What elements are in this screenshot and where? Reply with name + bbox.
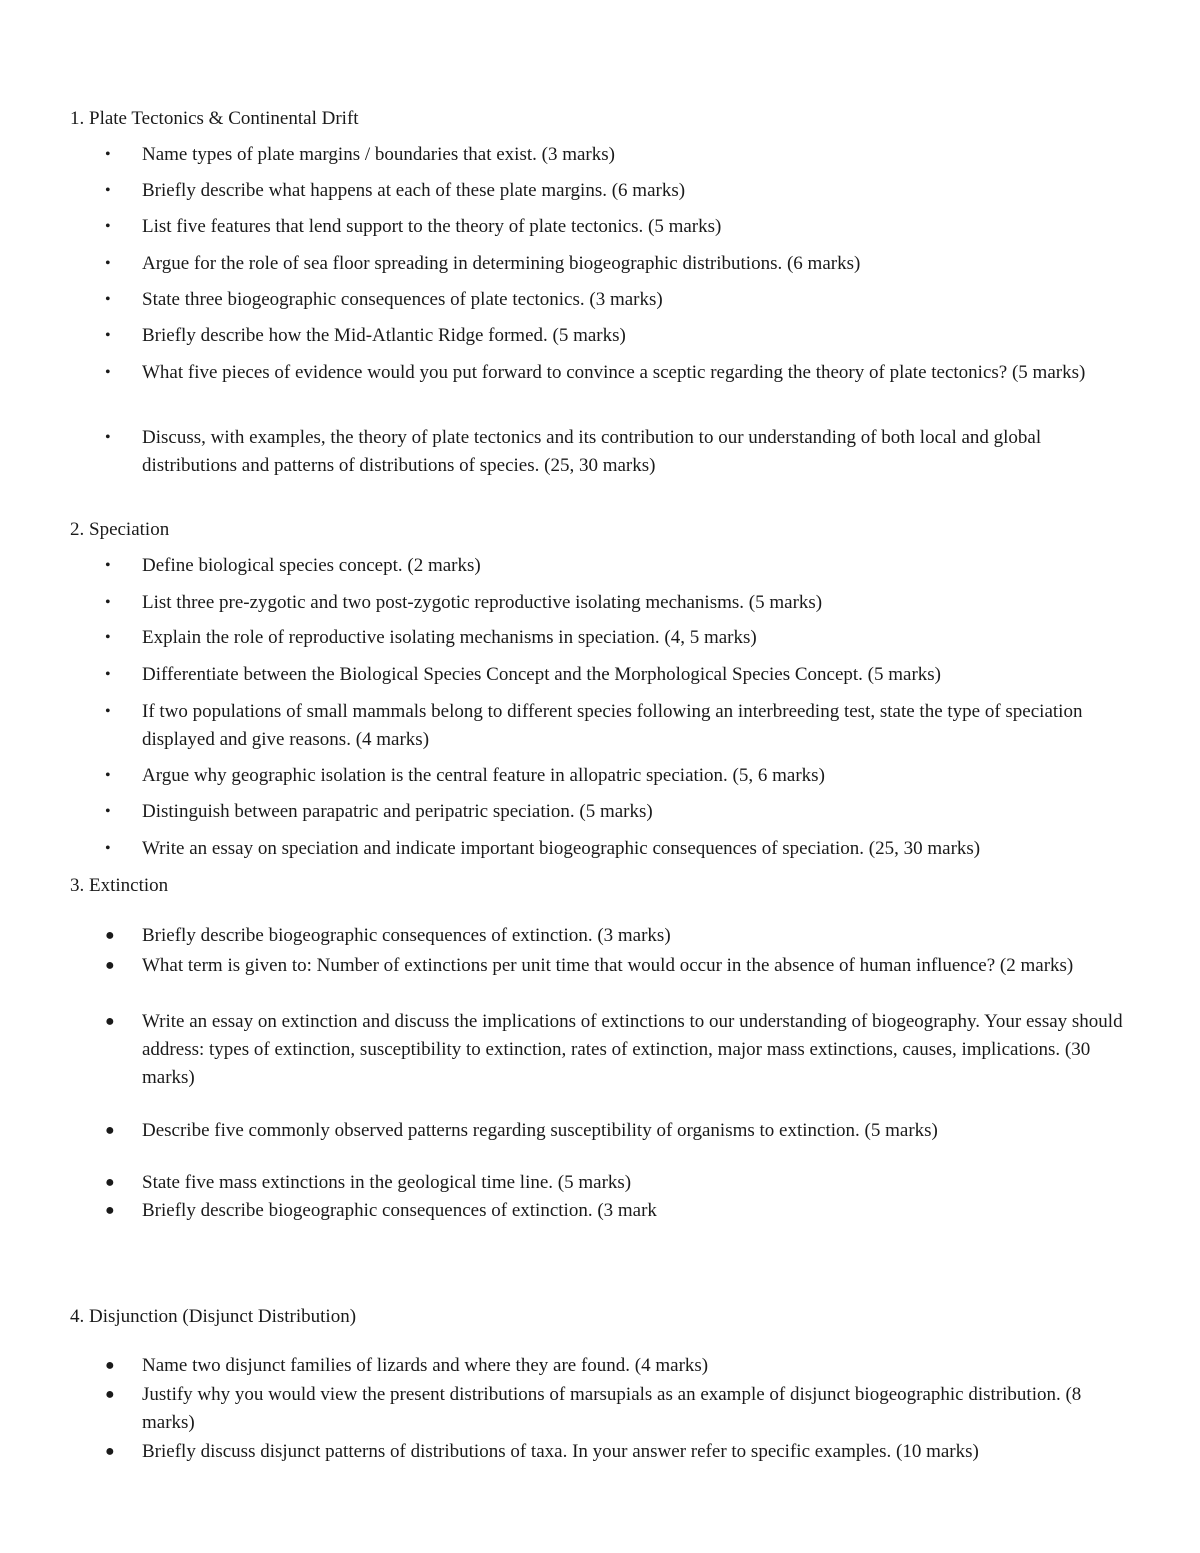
bullet-icon: ● [105, 957, 115, 974]
bullet-icon: ● [105, 927, 115, 944]
list-item [105, 552, 1135, 580]
question-text: Argue for the role of sea floor spreading in determining biogeographic distributions. (6 marks) [142, 253, 861, 274]
question-text: Briefly describe what happens at each of these plate margins. (6 marks) [142, 180, 686, 201]
list-item [105, 661, 1135, 689]
bullet-icon: • [105, 218, 111, 235]
section-heading-plate-tectonics: 1. Plate Tectonics & Continental Drift [70, 108, 359, 129]
bullet-icon: • [105, 803, 111, 820]
question-text: Briefly discuss disjunct patterns of distributions of taxa. In your answer refer to specific examples. (10 marks) [142, 1441, 979, 1462]
question-text: Differentiate between the Biological Species Concept and the Morphological Species Concept. (5 marks) [142, 664, 941, 685]
bullet-icon: • [105, 364, 111, 381]
bullet-icon: ● [105, 1443, 115, 1460]
question-text: List three pre-zygotic and two post-zygotic reproductive isolating mechanisms. (5 marks) [142, 592, 823, 613]
question-text: Describe five commonly observed patterns regarding susceptibility of organisms to extinction. (5 marks) [142, 1120, 938, 1141]
question-text: If two populations of small mammals belong to different species following an interbreeding test, state the type of speciation displayed and give reasons. (4 marks) [142, 701, 1083, 750]
list-item [105, 424, 1135, 480]
list-item [105, 798, 1135, 826]
list-item [105, 1197, 1135, 1225]
bullet-icon: ● [105, 1013, 115, 1030]
list-item [105, 1381, 1135, 1437]
bullet-icon: • [105, 182, 111, 199]
question-text: Explain the role of reproductive isolating mechanisms in speciation. (4, 5 marks) [142, 627, 757, 648]
question-text: Briefly describe biogeographic consequences of extinction. (3 marks) [142, 925, 671, 946]
question-text: Briefly describe biogeographic consequences of extinction. (3 mark [142, 1200, 657, 1221]
question-text: State five mass extinctions in the geological time line. (5 marks) [142, 1172, 632, 1193]
bullet-icon: • [105, 291, 111, 308]
bullet-icon: ● [105, 1357, 115, 1374]
question-text: Define biological species concept. (2 marks) [142, 555, 481, 576]
bullet-icon: • [105, 255, 111, 272]
question-text: Justify why you would view the present distributions of marsupials as an example of disjunct biogeographic distribution. (8 marks) [142, 1384, 1082, 1433]
list-item [105, 589, 1135, 617]
list-item [105, 322, 1135, 350]
bullet-icon: • [105, 327, 111, 344]
bullet-icon: • [105, 429, 111, 446]
section-heading-disjunction: 4. Disjunction (Disjunct Distribution) [70, 1306, 357, 1327]
bullet-icon: • [105, 594, 111, 611]
list-item [105, 1117, 1135, 1145]
list-item [105, 250, 1135, 278]
list-item [105, 1008, 1135, 1092]
question-text: Write an essay on extinction and discuss the implications of extinctions to our understanding of biogeography. Your essay should address: types of extinction, susceptibility to extinction, rates of extinction, major mass extinctions, causes, implications. (30 marks) [142, 1011, 1123, 1088]
section-heading-speciation: 2. Speciation [70, 519, 170, 540]
list-item [105, 698, 1135, 754]
list-item [105, 624, 1135, 652]
bullet-icon: • [105, 703, 111, 720]
list-item [105, 359, 1135, 387]
list-item [105, 922, 1135, 950]
bullet-icon: ● [105, 1122, 115, 1139]
question-text: Argue why geographic isolation is the central feature in allopatric speciation. (5, 6 marks) [142, 765, 825, 786]
question-text: List five features that lend support to the theory of plate tectonics. (5 marks) [142, 216, 722, 237]
bullet-icon: • [105, 840, 111, 857]
question-text: Distinguish between parapatric and peripatric speciation. (5 marks) [142, 801, 653, 822]
list-item [105, 835, 1135, 863]
question-text: Briefly describe how the Mid-Atlantic Ridge formed. (5 marks) [142, 325, 626, 346]
list-item [105, 1438, 1135, 1466]
bullet-icon: • [105, 557, 111, 574]
list-item [105, 286, 1135, 314]
question-text: State three biogeographic consequences of plate tectonics. (3 marks) [142, 289, 663, 310]
list-item [105, 177, 1135, 205]
bullet-icon: ● [105, 1386, 115, 1403]
list-item [105, 213, 1135, 241]
list-item [105, 1169, 1135, 1197]
bullet-icon: • [105, 666, 111, 683]
bullet-icon: • [105, 629, 111, 646]
bullet-icon: • [105, 767, 111, 784]
list-item [105, 952, 1135, 980]
question-text: Name two disjunct families of lizards and where they are found. (4 marks) [142, 1355, 709, 1376]
bullet-icon: ● [105, 1174, 115, 1191]
question-text: Discuss, with examples, the theory of plate tectonics and its contribution to our understanding of both local and global distributions and patterns of distributions of species. (25, 30 marks) [142, 427, 1042, 476]
question-text: Write an essay on speciation and indicate important biogeographic consequences of speciation. (25, 30 marks) [142, 838, 981, 859]
list-item [105, 141, 1135, 169]
bullet-icon: • [105, 146, 111, 163]
question-text: What five pieces of evidence would you put forward to convince a sceptic regarding the theory of plate tectonics? (5 marks) [142, 362, 1086, 383]
question-text: Name types of plate margins / boundaries that exist. (3 marks) [142, 144, 615, 165]
list-item [105, 1352, 1135, 1380]
section-heading-extinction: 3. Extinction [70, 875, 169, 896]
question-text: What term is given to: Number of extinctions per unit time that would occur in the absence of human influence? (2 marks) [142, 955, 1074, 976]
list-item [105, 762, 1135, 790]
bullet-icon: ● [105, 1202, 115, 1219]
